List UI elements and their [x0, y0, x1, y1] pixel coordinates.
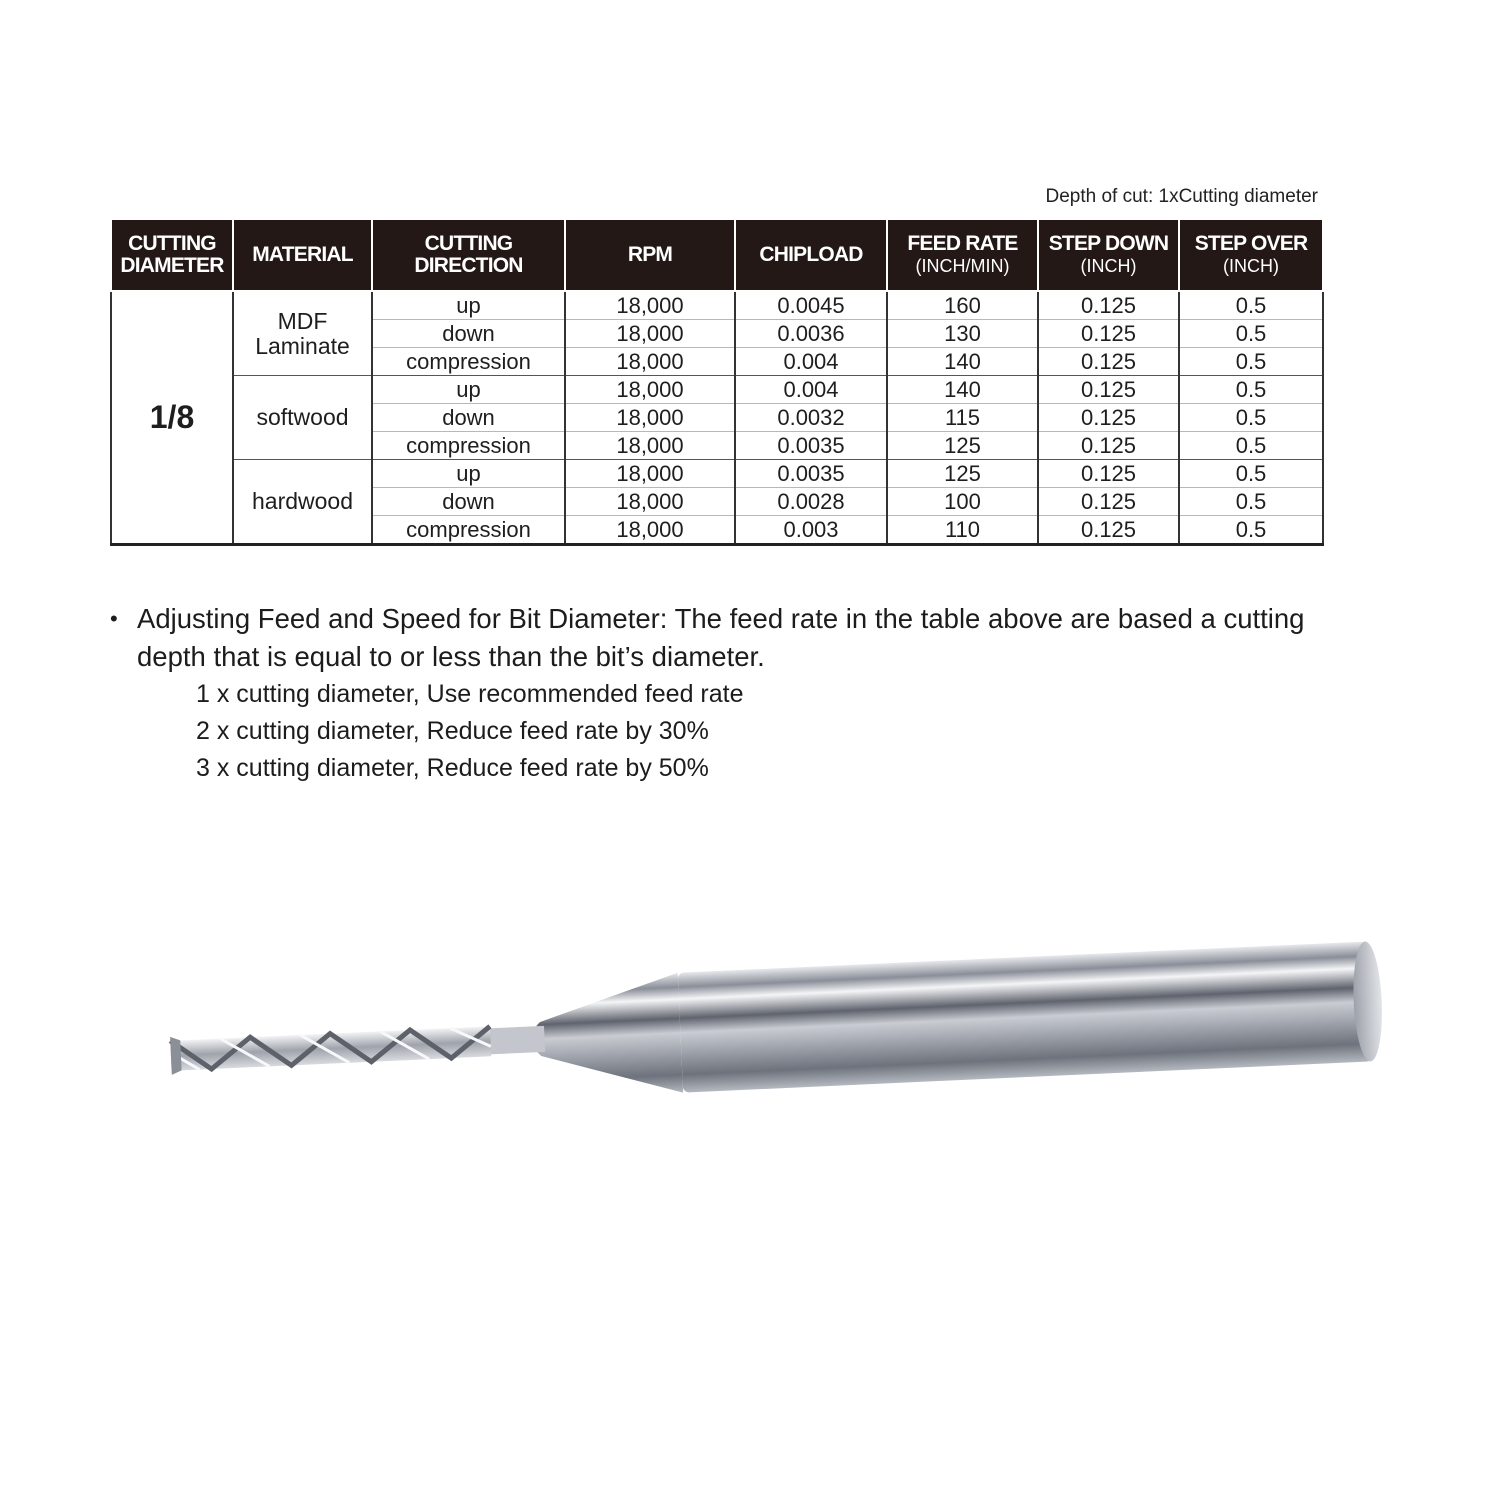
adjustment-item: 3 x cutting diameter, Reduce feed rate by 50%	[196, 754, 709, 782]
material-cell: MDF Laminate	[233, 291, 372, 376]
chipload-cell: 0.003	[735, 516, 887, 545]
table-row	[111, 460, 1323, 488]
feed-rate-cell: 115	[887, 404, 1038, 432]
step-down-cell: 0.125	[1038, 432, 1179, 460]
direction-cell: compression	[372, 516, 565, 545]
depth-of-cut-note: Depth of cut: 1xCutting diameter	[1045, 186, 1318, 207]
step-over-cell: 0.5	[1179, 432, 1323, 460]
feed-adjust-paragraph	[110, 600, 1370, 676]
direction-cell: compression	[372, 348, 565, 376]
feed-speed-table	[110, 218, 1324, 546]
rpm-cell: 18,000	[565, 291, 735, 320]
material-cell: softwood	[233, 376, 372, 460]
adjustment-list	[196, 676, 744, 787]
feed-rate-cell: 130	[887, 320, 1038, 348]
step-down-cell: 0.125	[1038, 404, 1179, 432]
feed-rate-cell: 140	[887, 348, 1038, 376]
chipload-cell: 0.004	[735, 376, 887, 404]
header-step-over: STEP OVER (INCH)	[1179, 219, 1323, 291]
header-rpm: RPM	[565, 219, 735, 291]
adjustment-item: 1 x cutting diameter, Use recommended feed rate	[196, 680, 744, 708]
feed-rate-cell: 100	[887, 488, 1038, 516]
direction-cell: up	[372, 376, 565, 404]
step-down-cell: 0.125	[1038, 348, 1179, 376]
bullet-point: •	[110, 606, 118, 631]
header-cutting-direction: CUTTING DIRECTION	[372, 219, 565, 291]
header-feed-rate: FEED RATE (INCH/MIN)	[887, 219, 1038, 291]
feed-adjust-text: Adjusting Feed and Speed for Bit Diameter: The feed rate in the table above are based a cutting depth that is equal to or less than the bit’s diameter.	[137, 603, 1305, 672]
rpm-cell: 18,000	[565, 432, 735, 460]
table-header-row	[111, 219, 1323, 291]
direction-cell: down	[372, 404, 565, 432]
table-row	[111, 291, 1323, 320]
step-over-cell: 0.5	[1179, 348, 1323, 376]
step-over-cell: 0.5	[1179, 320, 1323, 348]
step-over-cell: 0.5	[1179, 376, 1323, 404]
router-bit-image	[150, 910, 1390, 1140]
cone	[529, 973, 683, 1100]
feed-rate-cell: 125	[887, 432, 1038, 460]
step-over-cell: 0.5	[1179, 291, 1323, 320]
chipload-cell: 0.004	[735, 348, 887, 376]
direction-cell: up	[372, 460, 565, 488]
header-material: MATERIAL	[233, 219, 372, 291]
step-over-cell: 0.5	[1179, 516, 1323, 545]
cutting-diameter-cell: 1/8	[111, 291, 233, 545]
step-down-cell: 0.125	[1038, 320, 1179, 348]
header-cutting-diameter: CUTTING DIAMETER	[111, 219, 233, 291]
adjustment-item: 2 x cutting diameter, Reduce feed rate by 30%	[196, 717, 709, 745]
flutes	[170, 1022, 491, 1074]
step-down-cell: 0.125	[1038, 516, 1179, 545]
header-chipload: CHIPLOAD	[735, 219, 887, 291]
rpm-cell: 18,000	[565, 404, 735, 432]
step-down-cell: 0.125	[1038, 460, 1179, 488]
step-over-cell: 0.5	[1179, 460, 1323, 488]
chipload-cell: 0.0045	[735, 291, 887, 320]
chipload-cell: 0.0035	[735, 432, 887, 460]
step-over-cell: 0.5	[1179, 404, 1323, 432]
chipload-cell: 0.0028	[735, 488, 887, 516]
direction-cell: down	[372, 320, 565, 348]
chipload-cell: 0.0035	[735, 460, 887, 488]
rpm-cell: 18,000	[565, 488, 735, 516]
shank	[678, 941, 1373, 1092]
direction-cell: up	[372, 291, 565, 320]
direction-cell: down	[372, 488, 565, 516]
step-down-cell: 0.125	[1038, 488, 1179, 516]
material-cell: hardwood	[233, 460, 372, 545]
chipload-cell: 0.0036	[735, 320, 887, 348]
feed-rate-cell: 125	[887, 460, 1038, 488]
rpm-cell: 18,000	[565, 320, 735, 348]
feed-rate-cell: 110	[887, 516, 1038, 545]
header-step-down: STEP DOWN (INCH)	[1038, 219, 1179, 291]
step-down-cell: 0.125	[1038, 376, 1179, 404]
feed-rate-cell: 140	[887, 376, 1038, 404]
rpm-cell: 18,000	[565, 460, 735, 488]
feed-rate-cell: 160	[887, 291, 1038, 320]
direction-cell: compression	[372, 432, 565, 460]
rpm-cell: 18,000	[565, 376, 735, 404]
step-over-cell: 0.5	[1179, 488, 1323, 516]
step-down-cell: 0.125	[1038, 291, 1179, 320]
chipload-cell: 0.0032	[735, 404, 887, 432]
rpm-cell: 18,000	[565, 516, 735, 545]
table-row	[111, 376, 1323, 404]
rpm-cell: 18,000	[565, 348, 735, 376]
